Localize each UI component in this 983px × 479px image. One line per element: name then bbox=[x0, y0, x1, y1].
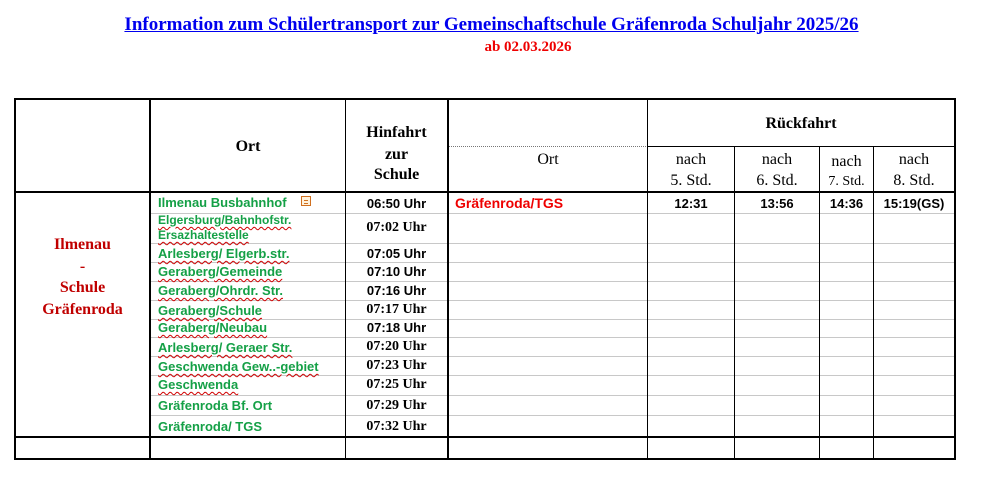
stop-name: Elgersburg/Bahnhofstr. bbox=[158, 213, 292, 227]
route-from: Ilmenau bbox=[54, 236, 111, 253]
header-8-std: 8. Std. bbox=[893, 172, 935, 189]
header-6-std: 6. Std. bbox=[756, 172, 798, 189]
stop-name: Arlesberg/ Geraer Str. bbox=[158, 340, 293, 355]
header-ort-right: Ort bbox=[537, 151, 559, 168]
stop-name-line2: Ersazhaltestelle bbox=[158, 228, 249, 242]
header-nach-8: nach bbox=[898, 151, 930, 168]
departure-time: 07:18 Uhr bbox=[366, 320, 427, 335]
header-nach-7: nach bbox=[831, 153, 862, 170]
departure-time: 07:23 Uhr bbox=[366, 358, 427, 373]
page-title: Information zum Schülertransport zur Gemeinschaftschule Gräfenroda Schuljahr 2025/26 bbox=[124, 14, 859, 35]
departure-time: 07:17 Uhr bbox=[366, 302, 427, 317]
departure-time: 07:32 Uhr bbox=[366, 419, 427, 434]
return-destination: Gräfenroda/TGS bbox=[455, 195, 564, 211]
departure-time: 07:16 Uhr bbox=[366, 283, 427, 298]
header-hinfahrt-schule: Schule bbox=[373, 166, 420, 183]
header-nach-6: nach bbox=[761, 151, 793, 168]
departure-time: 07:25 Uhr bbox=[366, 377, 427, 392]
stop-name: Gräfenroda Bf. Ort bbox=[158, 398, 273, 413]
departure-time: 07:10 Uhr bbox=[366, 264, 427, 279]
return-time-5-std: 12:31 bbox=[674, 196, 708, 211]
route-to: Gräfenroda bbox=[42, 300, 123, 318]
departure-time: 07:20 Uhr bbox=[366, 339, 427, 354]
departure-time: 07:02 Uhr bbox=[366, 220, 427, 235]
valid-from-date: ab 02.03.2026 bbox=[484, 39, 572, 55]
header-7-std: 7. Std. bbox=[828, 174, 865, 189]
return-time-7-std: 14:36 bbox=[829, 196, 864, 211]
return-time-6-std: 13:56 bbox=[760, 196, 794, 211]
stop-name: Geschwenda bbox=[158, 377, 239, 392]
stop-name: Gräfenroda/ TGS bbox=[158, 419, 263, 434]
header-nach-5: nach bbox=[675, 151, 707, 168]
stop-name: Geschwenda Gew..-gebiet bbox=[158, 359, 319, 374]
route-label bbox=[16, 234, 149, 320]
stop-name: Arlesberg/ Elgerb.str. bbox=[158, 246, 290, 261]
hyperlink-icon[interactable] bbox=[301, 196, 311, 206]
departure-time: 06:50 Uhr bbox=[366, 196, 427, 211]
header-hinfahrt-zur: zur bbox=[384, 146, 409, 163]
header-5-std: 5. Std. bbox=[670, 172, 712, 189]
stop-name: Geraberg/Neubau bbox=[158, 320, 268, 335]
route-dash: - bbox=[79, 257, 86, 275]
route-school: Schule bbox=[59, 279, 106, 297]
return-time-8-std: 15:19(GS) bbox=[883, 196, 945, 211]
stop-name: Geraberg/Schule bbox=[158, 303, 263, 318]
header-rueckfahrt: Rückfahrt bbox=[765, 115, 837, 132]
header-ort-left: Ort bbox=[235, 138, 261, 155]
header-hinfahrt: Hinfahrt bbox=[366, 124, 427, 141]
stop-name: Geraberg/Gemeinde bbox=[158, 264, 283, 279]
departure-time: 07:05 Uhr bbox=[366, 246, 427, 261]
stop-name: Ilmenau Busbahnhof bbox=[158, 195, 287, 210]
departure-time: 07:29 Uhr bbox=[366, 398, 427, 413]
stop-name: Geraberg/Ohrdr. Str. bbox=[158, 283, 283, 298]
